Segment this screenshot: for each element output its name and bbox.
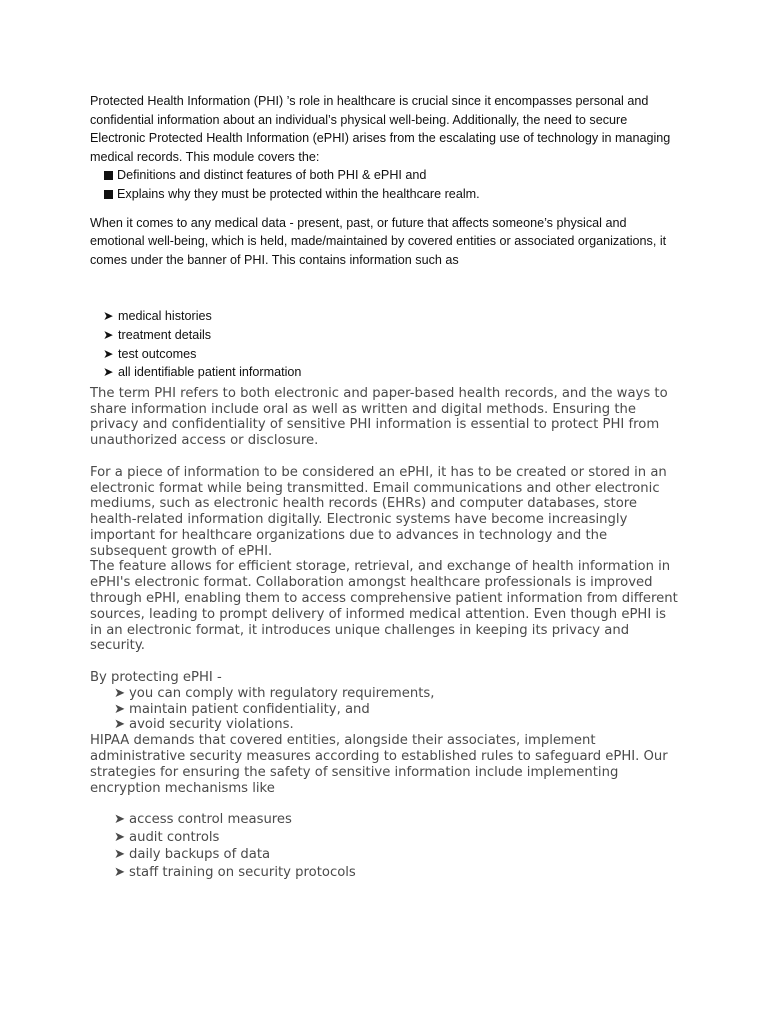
list-item: ➤ staff training on security protocols	[114, 864, 356, 880]
hipaa-paragraph: HIPAA demands that covered entities, alongside their associates, implement administrative security measures according to established rules to safeguard ePHI. Our strategies for ensuring the safety of sensitive information include implementing encryption mechanisms like	[90, 733, 668, 796]
arrow-bullet-icon: ➤	[114, 812, 126, 828]
list-item: ➤ audit controls	[114, 829, 220, 845]
protecting-intro: By protecting ePHI -	[90, 670, 222, 686]
arrow-bullet-icon: ➤	[114, 829, 126, 845]
ephi-definition-paragraph: For a piece of information to be considered an ePHI, it has to be created or stored in an electronic format while being transmitted. Email communications and other electronic mediums, such as electronic health records (EHRs) and computer databases, store health-related information digitally. Electronic systems have become increasingly important for healthcare organizations due to advances in technology and the subsequent growth of ePHI.	[90, 464, 667, 559]
list-item: ➤ access control measures	[114, 812, 292, 828]
square-bullet-icon	[104, 190, 113, 199]
arrow-bullet-icon: ➤	[103, 365, 114, 380]
section-b	[90, 386, 682, 882]
document-page	[90, 92, 682, 881]
arrow-bullet-icon: ➤	[114, 685, 126, 701]
list-item: ➤ maintain patient confidentiality, and	[114, 701, 370, 717]
section-a	[90, 92, 682, 382]
arrow-bullet-icon: ➤	[114, 847, 126, 863]
intro-paragraph: Protected Health Information (PHI) ’s role in healthcare is crucial since it encompasses personal and confidential information about an individual’s physical well-being. Additionally, the need to secure Electronic Protected Health Information (ePHI) arises from the escalating use of technology in managing medical records. This module covers the:	[90, 94, 671, 164]
arrow-bullet-icon: ➤	[103, 309, 114, 324]
arrow-bullet-icon: ➤	[114, 701, 126, 717]
square-bullet-icon	[104, 171, 113, 180]
protecting-points-list	[90, 686, 682, 733]
phi-definition-paragraph: When it comes to any medical data - present, past, or future that affects someone’s physical and emotional well-being, which is held, made/maintained by covered entities or associated organizations, it comes under the banner of PHI. This contains information such as	[90, 215, 667, 267]
arrow-bullet-icon: ➤	[114, 864, 126, 880]
arrow-bullet-icon: ➤	[103, 327, 114, 342]
feature-paragraph: The feature allows for efficient storage, retrieval, and exchange of health information in ePHI's electronic format. Collaboration amongst healthcare professionals is improved through ePHI, enabling them to access comprehensive patient information from different sources, leading to prompt delivery of informed medical attention. Even though ePHI is in an electronic format, it introduces unique challenges in keeping its privacy and security.	[90, 559, 678, 654]
phi-examples-list	[90, 307, 682, 381]
list-item: ➤ you can comply with regulatory requirements,	[114, 685, 435, 701]
term-phi-paragraph: The term PHI refers to both electronic and paper-based health records, and the ways to share information include oral as well as written and digital methods. Ensuring the privacy and confidentiality of sensitive PHI information is essential to protect PHI from unauthorized access or disclosure.	[90, 385, 668, 449]
list-item: ➤ all identifiable patient information	[90, 363, 682, 382]
list-item: ➤ treatment details	[90, 326, 682, 345]
arrow-bullet-icon: ➤	[103, 346, 114, 361]
module-points-list	[90, 166, 682, 203]
list-item: ➤ avoid security violations.	[114, 717, 294, 733]
arrow-bullet-icon: ➤	[114, 717, 126, 733]
list-item: ➤ daily backups of data	[114, 847, 271, 863]
strategies-list	[90, 811, 682, 881]
list-item: Explains why they must be protected within the healthcare realm.	[90, 185, 682, 204]
list-item: ➤ test outcomes	[90, 345, 682, 364]
list-item: ➤ medical histories	[90, 307, 682, 326]
list-item: Definitions and distinct features of both PHI & ePHI and	[90, 166, 682, 185]
